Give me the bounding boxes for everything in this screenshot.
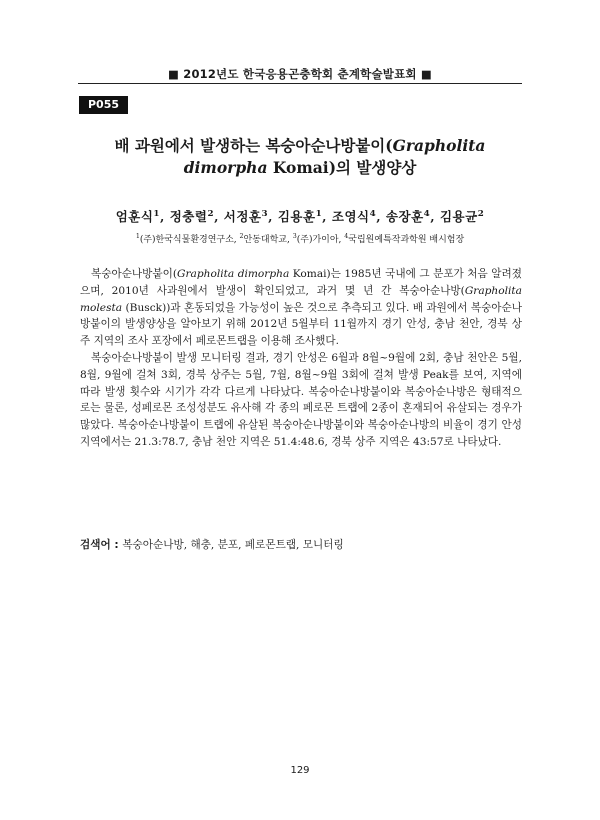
author: 엄훈식$^1$, <box>115 208 170 224</box>
paper-title <box>78 135 522 179</box>
abstract-paragraph-1: 복숭아순나방붙이(Grapholita dimorpha Komai)는 1985년 국내에 그 분포가 처음 알려졌으며, 2010년 사과원에서 발생이 확인되었고, 과거 몇 년 간 복숭아순나방(Grapholita molesta (Busck))과 혼동되었을 가능성이 높은 것으로 추측되고 있다. 배 과원에서 복숭아순나방붙이의 발생양상을 알아보기 위해 2012년 5월부터 11월까지 경기 안성, 충남 천안, 경북 상주 지역의 조사 포장에서 페로몬트랩을 이용해 조사했다. <box>80 268 522 348</box>
author: 서정훈$^3$, <box>223 208 278 224</box>
affiliation: $^3$(주)가이아, <box>292 233 345 245</box>
author: 송장훈$^4$, <box>385 208 440 224</box>
header-divider <box>78 83 522 84</box>
author: 김용훈$^1$, <box>277 208 332 224</box>
title-genus: Grapholita <box>392 136 486 155</box>
affiliation: $^2$안동대학교, <box>239 233 293 245</box>
author: 정충렬$^2$, <box>169 208 224 224</box>
affiliation-list <box>78 232 522 245</box>
poster-id-badge: P055 <box>79 96 128 114</box>
keywords <box>80 537 522 552</box>
keywords-label: 검색어 : <box>80 539 123 551</box>
abstract-body <box>80 266 522 451</box>
abstract-paragraph-2: 복숭아순나방붙이 발생 모니터링 결과, 경기 안성은 6월과 8월~9월에 2회, 충남 천안은 5월, 8월, 9월에 걸쳐 3회, 경북 상주는 5월, 7월, 8월~9월 3회에 걸쳐 발생 Peak를 보여, 지역에 따라 발생 횟수와 시기가 각각 다르게 나타났다. 복숭아순나방붙이와 복숭아순나방은 형태적으로는 물론, 성페로몬 조성성분도 유사해 각 종의 페로몬 트랩에 2종이 혼재되어 유살되는 경우가 많았다. 복숭아순나방붙이 트랩에 유살된 복숭아순나방붙이와 복숭아순나방의 비율이 경기 안성 지역에서는 21.3:78.7, 충남 천안 지역은 51.4:48.6, 경북 상주 지역은 43:57로 나타났다. <box>80 351 522 448</box>
affiliation: $^4$국립원예특작과학원 배시험장 <box>344 233 465 245</box>
title-text: 배 과원에서 발생하는 복숭아순나방붙이( <box>114 136 393 155</box>
title-suffix: Komai)의 발생양상 <box>267 158 417 177</box>
author: 조영식$^4$, <box>331 208 386 224</box>
author-list <box>78 207 522 225</box>
author: 김용균$^2$ <box>439 208 485 224</box>
conference-header: ■ 2012년도 한국응용곤충학회 춘계학술발표회 ■ <box>167 67 432 81</box>
page-number: 129 <box>290 765 310 776</box>
title-species: dimorpha <box>183 158 268 177</box>
affiliation: $^1$(주)한국식물환경연구소, <box>135 233 240 245</box>
keywords-text: 복숭아순나방, 해충, 분포, 페로몬트랩, 모니터링 <box>122 539 344 551</box>
